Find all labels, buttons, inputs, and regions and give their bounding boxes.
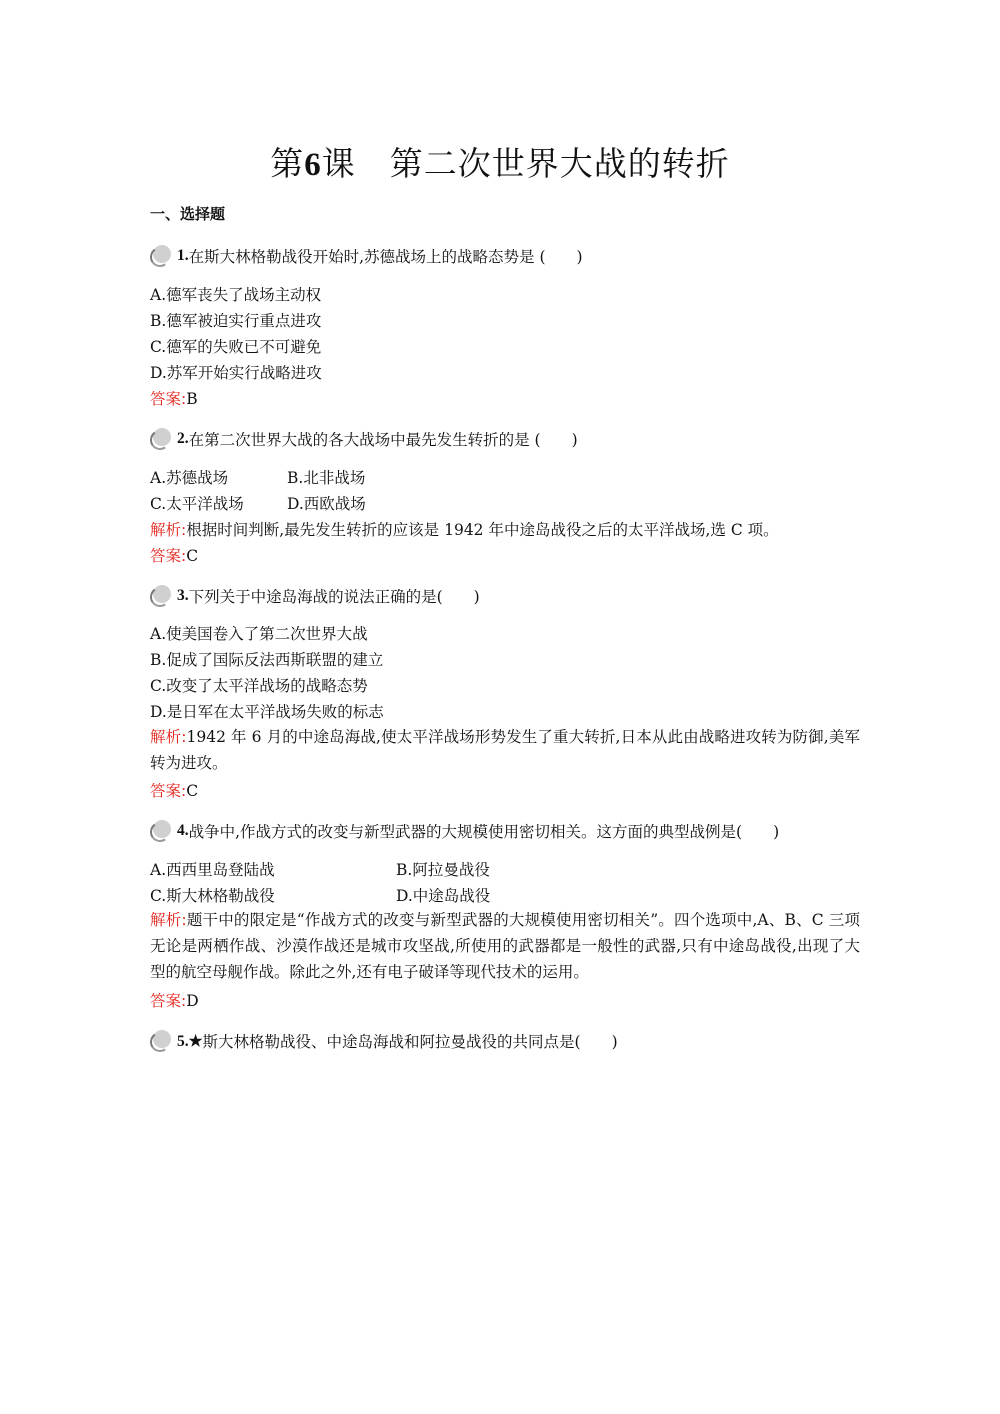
option: A.德军丧失了战场主动权	[150, 286, 322, 304]
circle-bullet-icon	[150, 245, 172, 267]
question-4	[150, 820, 779, 842]
question-text: 斯大林格勒战役、中途岛海战和阿拉曼战役的共同点是( )	[202, 1033, 618, 1051]
option: C.斯大林格勒战役	[150, 887, 275, 905]
answer-value: C	[186, 547, 199, 565]
option: D.中途岛战役	[396, 887, 491, 905]
question-2	[150, 428, 578, 450]
option: C.改变了太平洋战场的战略态势	[150, 677, 368, 695]
explanation-text: 1942 年 6 月的中途岛海战,使太平洋战场形势发生了重大转折,日本从此由战略进攻转为防御,美军转为进攻。	[150, 728, 860, 772]
explanation	[150, 907, 860, 985]
answer-label: 答案:	[150, 390, 187, 408]
question-1	[150, 245, 583, 267]
answer	[150, 387, 198, 409]
question-3	[150, 585, 480, 607]
answer	[150, 544, 198, 566]
option: B.促成了国际反法西斯联盟的建立	[150, 651, 384, 669]
option: D.西欧战场	[287, 495, 366, 513]
option: B.德军被迫实行重点进攻	[150, 312, 322, 330]
answer-value: D	[186, 992, 199, 1010]
question-number: 1.	[177, 247, 189, 264]
question-text: 在第二次世界大战的各大战场中最先发生转折的是 ( )	[188, 431, 578, 449]
option: B.阿拉曼战役	[396, 861, 490, 879]
page-title	[0, 138, 1000, 185]
option: A.苏德战场	[150, 469, 229, 487]
circle-bullet-icon	[150, 585, 172, 607]
answer-label: 答案:	[150, 782, 187, 800]
title-text: 课 第二次世界大战的转折	[321, 144, 730, 183]
answer-label: 答案:	[150, 547, 187, 565]
explanation-text: 题干中的限定是“作战方式的改变与新型武器的大规模使用密切相关”。四个选项中,A、B、C 三项无论是两栖作战、沙漠作战还是城市攻坚战,所使用的武器都是一般性的武器,只有中途岛战役,出现了大型的航空母舰作战。除此之外,还有电子破译等现代技术的运用。	[150, 911, 860, 981]
explanation-text: 根据时间判断,最先发生转折的应该是 1942 年中途岛战役之后的太平洋战场,选 C 项。	[186, 521, 779, 539]
section-heading: 一、选择题	[150, 205, 226, 223]
explanation-label: 解析:	[150, 521, 187, 539]
explanation-label: 解析:	[150, 911, 187, 929]
option: D.苏军开始实行战略进攻	[150, 364, 322, 382]
question-text: 下列关于中途岛海战的说法正确的是( )	[188, 588, 480, 606]
answer-value: C	[186, 782, 199, 800]
question-number: 3.	[177, 587, 189, 604]
question-text: 在斯大林格勒战役开始时,苏德战场上的战略态势是 ( )	[188, 248, 583, 266]
option: A.西西里岛登陆战	[150, 861, 275, 879]
option: C.德军的失败已不可避免	[150, 338, 322, 356]
answer	[150, 989, 199, 1011]
question-number: 2.	[177, 430, 189, 447]
question-5	[150, 1030, 618, 1052]
answer	[150, 779, 198, 801]
option: A.使美国卷入了第二次世界大战	[150, 625, 368, 643]
question-text: 战争中,作战方式的改变与新型武器的大规模使用密切相关。这方面的典型战例是( )	[188, 823, 780, 841]
question-number: 4.	[177, 822, 189, 839]
option: B.北非战场	[287, 469, 366, 487]
question-number: 5.★	[177, 1032, 203, 1050]
circle-bullet-icon	[150, 428, 172, 450]
explanation	[150, 518, 779, 540]
option: C.太平洋战场	[150, 495, 244, 513]
answer-value: B	[186, 390, 198, 408]
circle-bullet-icon	[150, 1030, 172, 1052]
circle-bullet-icon	[150, 820, 172, 842]
option: D.是日军在太平洋战场失败的标志	[150, 703, 384, 721]
answer-label: 答案:	[150, 992, 187, 1010]
title-prefix: 第	[270, 144, 305, 183]
explanation-label: 解析:	[150, 728, 187, 746]
explanation	[150, 724, 860, 776]
lesson-number: 6	[304, 147, 322, 183]
